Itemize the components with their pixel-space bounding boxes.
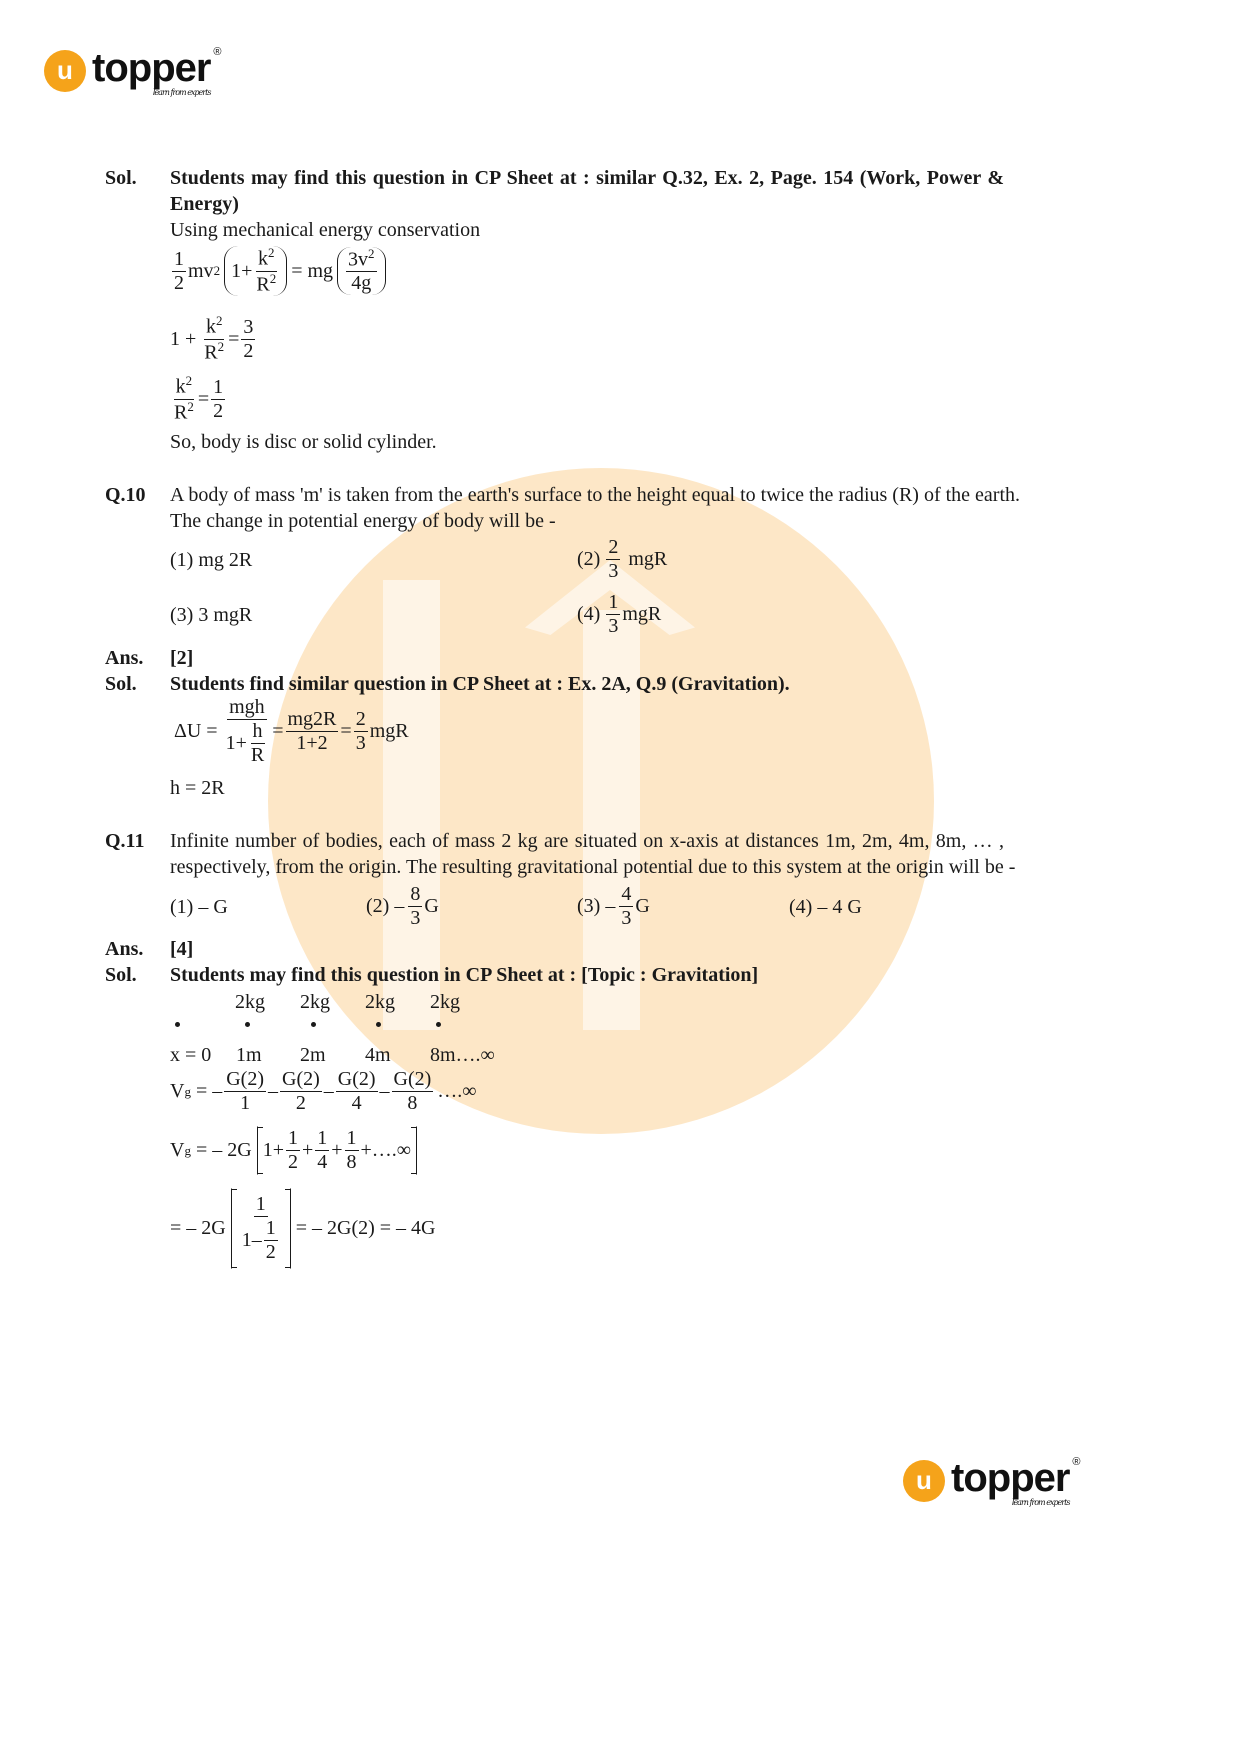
registered-mark: ® <box>1072 1456 1080 1468</box>
u-mark-icon: u <box>44 50 86 92</box>
q11-answer: [4] <box>170 938 194 960</box>
mass-label-1: 2kg <box>235 991 265 1013</box>
mass-dot-1 <box>245 1022 250 1027</box>
position-4: 8m….∞ <box>430 1044 495 1066</box>
sol9-label: Sol. <box>105 167 137 189</box>
ratio-equation: 1 + $\frac{k^2}{R^2}$ = $\frac{3}{2}$ <box>170 313 254 364</box>
q10-h-equation: h = 2R <box>170 777 225 799</box>
position-2: 2m <box>300 1044 326 1066</box>
q11-option-4: (4) – 4 G <box>789 896 862 918</box>
energy-equation: $\frac{1}{2}$ mv 2 1+ $\frac{k^2}{R^2}$ = mg $\frac{3v^2}{4g}$ <box>170 246 386 296</box>
q11-ans-label: Ans. <box>105 938 144 960</box>
position-1: 1m <box>236 1044 262 1066</box>
mass-label-4: 2kg <box>430 991 460 1013</box>
position-3: 4m <box>365 1044 391 1066</box>
vg-factored-equation: V g = – 2G 1+ $\frac{1}{2}$ + $\frac{1}{4}$ + $\frac{1}{8}$ +….∞ <box>170 1126 417 1175</box>
q10-option-3: (3) 3 mgR <box>170 604 253 626</box>
q11-label: Q.11 <box>105 830 145 852</box>
mass-dot-2 <box>311 1022 316 1027</box>
q11-text-line2: respectively, from the origin. The resulting gravitational potential due to this system at the origin will be - <box>170 856 1016 878</box>
q10-ans-label: Ans. <box>105 647 144 669</box>
q11-option-3: (3) – $\frac{4}{3}$ G <box>577 883 650 929</box>
origin-dot <box>175 1022 180 1027</box>
k2-over-r2-equation: $\frac{k^2}{R^2}$ = $\frac{1}{2}$ <box>174 373 224 424</box>
sol9-conclusion: So, body is disc or solid cylinder. <box>170 431 437 453</box>
q11-sol-label: Sol. <box>105 964 137 986</box>
q10-text-line1: A body of mass 'm' is taken from the earth's surface to the height equal to twice the radius (R) of the earth. <box>170 484 1021 506</box>
registered-mark: ® <box>213 46 221 58</box>
delta-u-equation: ΔU = mgh 1+ $\frac{h}{R}$ = $\frac{mg2R}{1+2}$ = $\frac{2}{3}$ mgR <box>174 696 409 766</box>
mass-label-3: 2kg <box>365 991 395 1013</box>
q11-option-2: (2) – $\frac{8}{3}$ G <box>366 883 439 929</box>
brand-tagline: learn from experts <box>1011 1498 1070 1507</box>
brand-wordmark: topper ® learn from experts <box>92 46 221 97</box>
mass-dot-4 <box>436 1022 441 1027</box>
q10-text-line2: The change in potential energy of body will be - <box>170 510 556 532</box>
q10-answer: [2] <box>170 647 194 669</box>
mass-label-2: 2kg <box>300 991 330 1013</box>
sol9-intro: Using mechanical energy conservation <box>170 219 481 241</box>
q10-option-4: (4) $\frac{1}{3}$ mgR <box>577 591 662 637</box>
vg-result-equation: = – 2G 1 1– $\frac{1}{2}$ = – 2G(2) = – 4G <box>170 1188 436 1269</box>
sol9-ref-line1: Students may find this question in CP Sheet at : similar Q.32, Ex. 2, Page. 154 (Work, Power & <box>170 167 1004 189</box>
u-mark-icon: u <box>903 1460 945 1502</box>
q11-sol-ref: Students may find this question in CP Sheet at : [Topic : Gravitation] <box>170 964 759 986</box>
q10-label: Q.10 <box>105 484 146 506</box>
q10-sol-label: Sol. <box>105 673 137 695</box>
q11-option-1: (1) – G <box>170 896 228 918</box>
q10-sol-ref: Students find similar question in CP Sheet at : Ex. 2A, Q.9 (Gravitation). <box>170 673 790 695</box>
position-origin: x = 0 <box>170 1044 212 1066</box>
brand-wordmark: topper ® learn from experts <box>951 1456 1080 1507</box>
sol9-ref-line2: Energy) <box>170 193 239 215</box>
topper-logo-top <box>44 46 221 97</box>
q10-option-1: (1) mg 2R <box>170 549 253 571</box>
brand-tagline: learn from experts <box>152 88 211 97</box>
q10-option-2: (2) $\frac{2}{3}$ mgR <box>577 536 668 582</box>
mass-dot-3 <box>376 1022 381 1027</box>
q11-text-line1: Infinite number of bodies, each of mass 2 kg are situated on x-axis at distances 1m, 2m, 4m, 8m, … , <box>170 830 1004 852</box>
vg-series-equation: V g = – $\frac{G(2)}{1}$ – $\frac{G(2)}{2}$ – $\frac{G(2)}{4}$ – $\frac{G(2)}{8}$ ….∞ <box>170 1068 477 1114</box>
topper-logo-bottom <box>903 1456 1080 1507</box>
